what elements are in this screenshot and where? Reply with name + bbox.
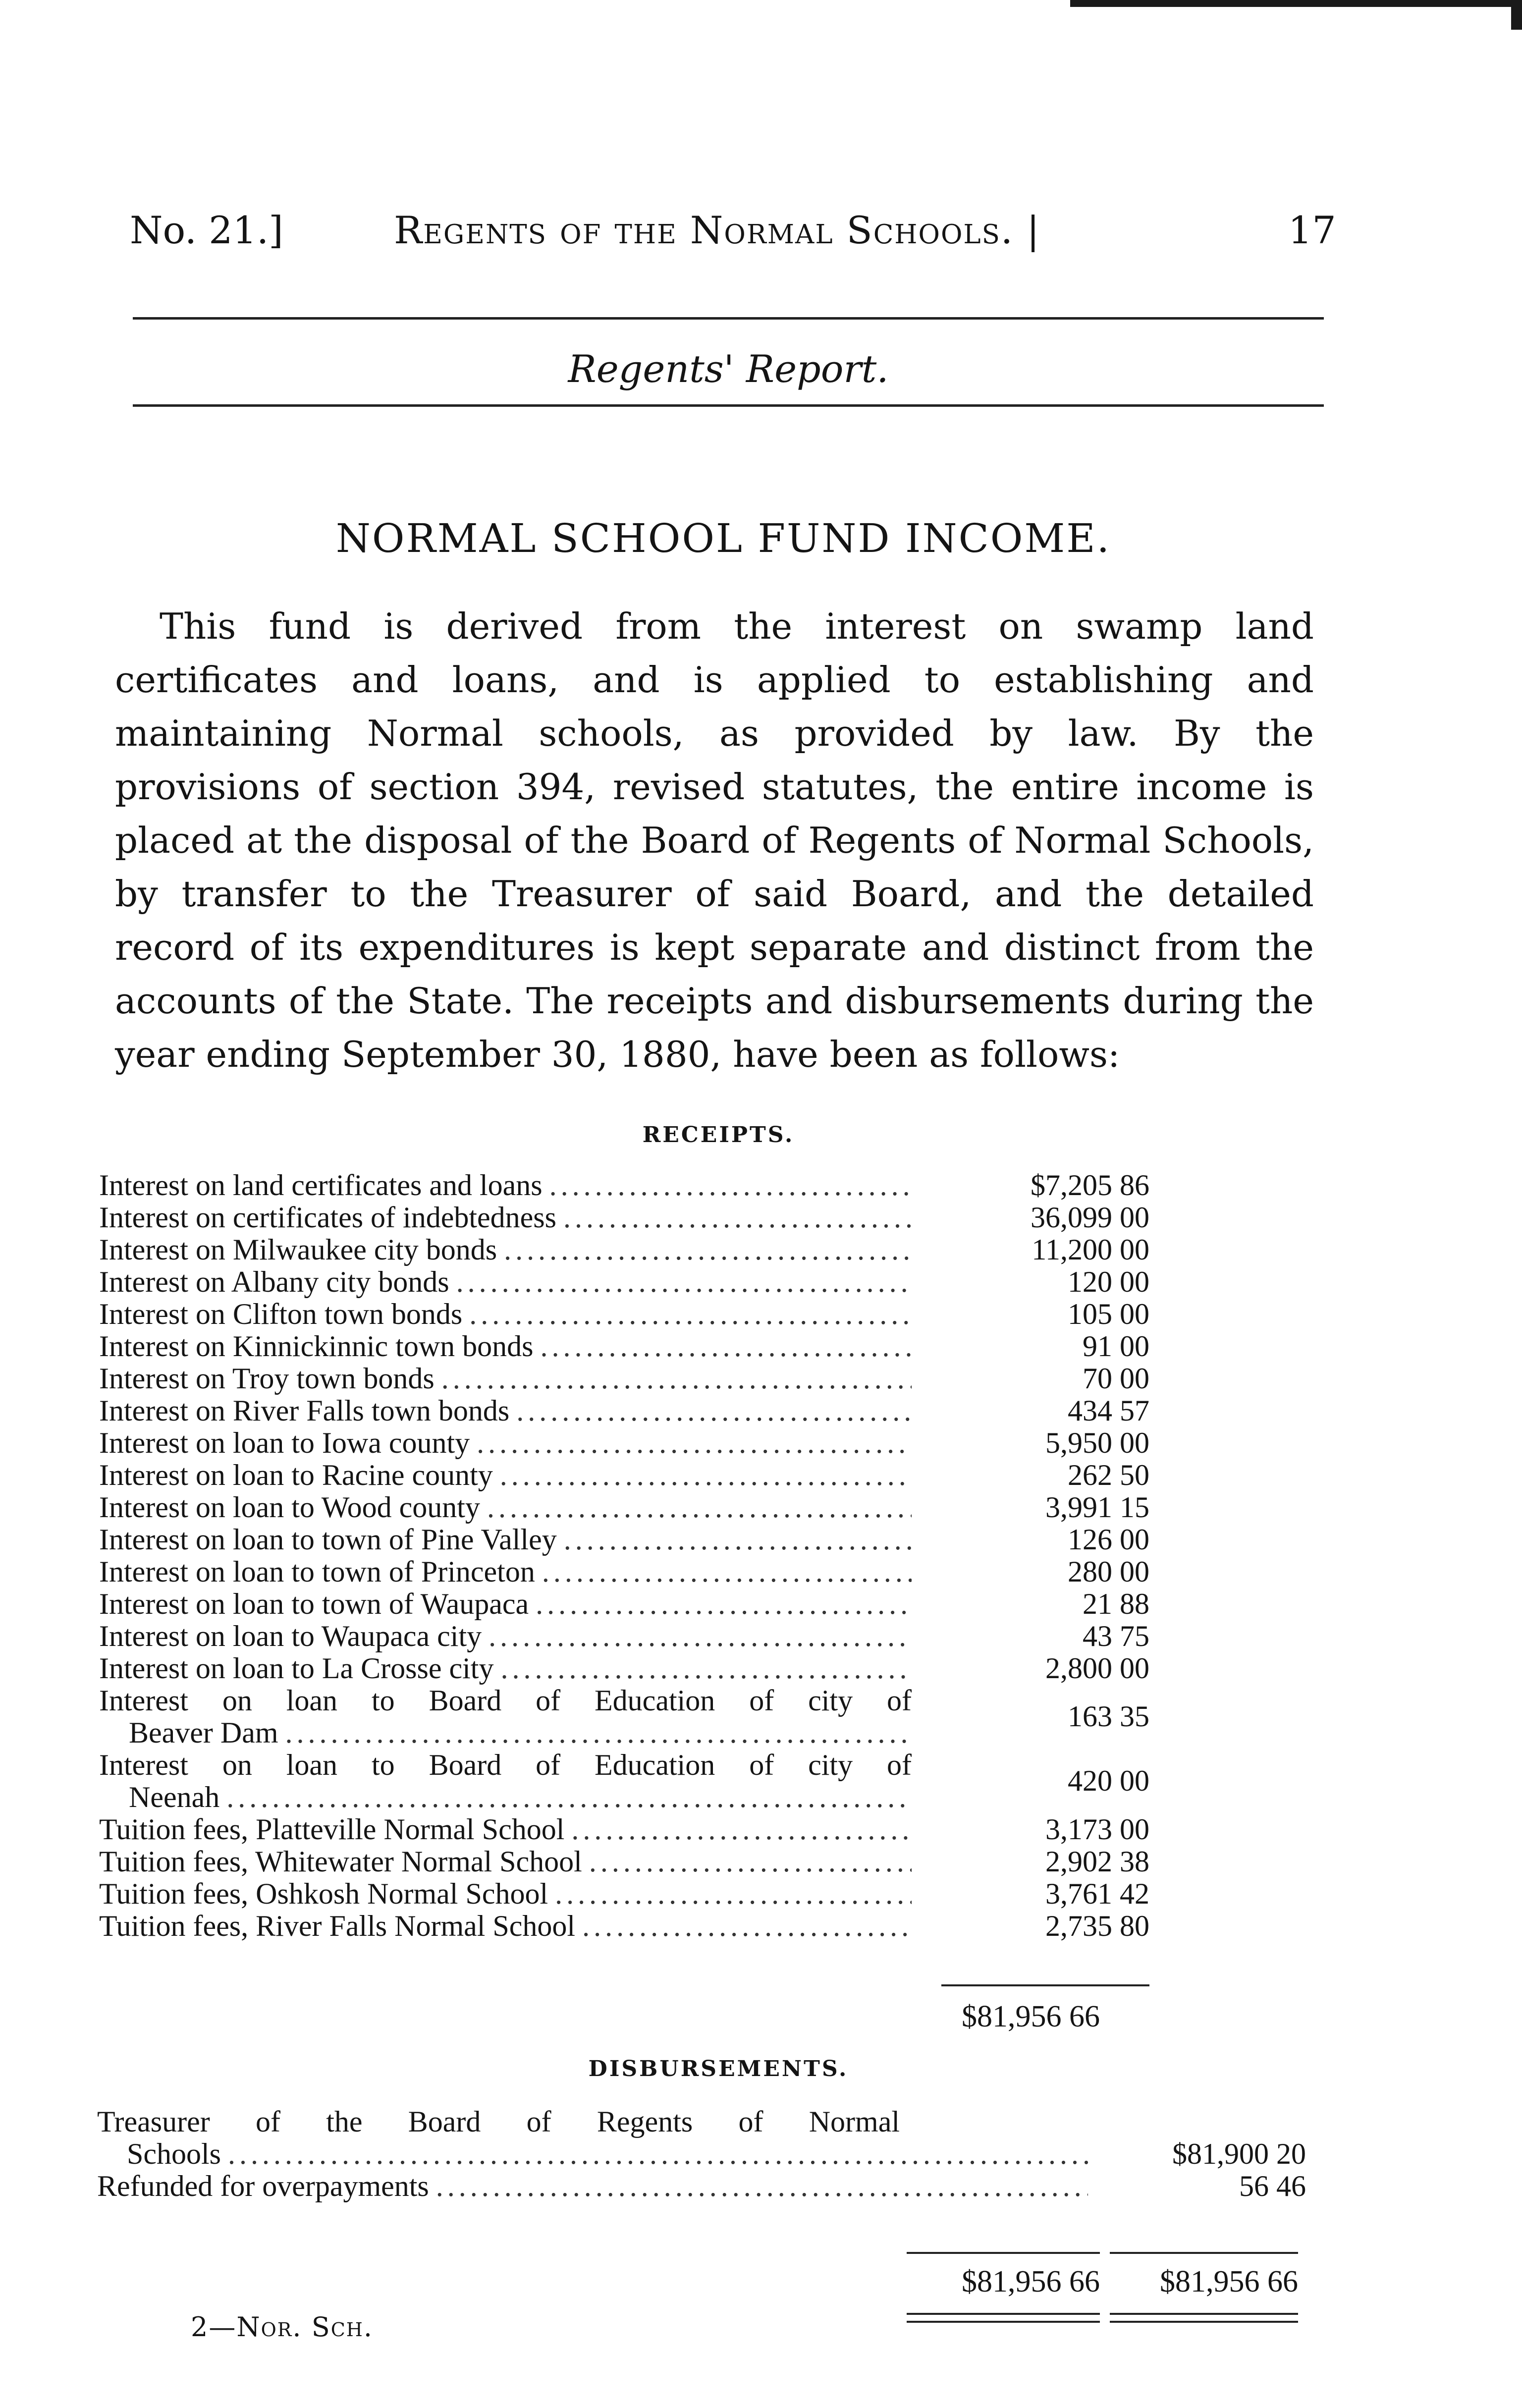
receipt-row <box>99 1427 1149 1459</box>
receipt-amount: 105 00 <box>1068 1298 1149 1330</box>
receipt-row <box>99 1491 1149 1524</box>
receipt-label: Interest on loan to Racine county ..... <box>99 1459 912 1491</box>
double-rule-left-a <box>907 2313 1100 2315</box>
receipt-amount: 163 35 <box>1068 1700 1149 1733</box>
disbursement-row-treasurer <box>97 2106 1306 2170</box>
receipt-row <box>99 1588 1149 1620</box>
receipt-row <box>99 1363 1149 1395</box>
receipt-label: Tuition fees, Oshkosh Normal School ..... <box>99 1878 912 1910</box>
receipt-row <box>99 1556 1149 1588</box>
receipt-label: Interest on certificates of indebtedness ..... <box>99 1202 912 1234</box>
receipt-label: Tuition fees, River Falls Normal School ..... <box>99 1910 912 1942</box>
receipt-amount: 262 50 <box>1068 1459 1149 1491</box>
receipt-row <box>99 1234 1149 1266</box>
receipt-amount: $7,205 86 <box>1031 1169 1149 1202</box>
receipt-label: Interest on Clifton town bonds ..... <box>99 1298 912 1330</box>
header-rule-bottom <box>133 404 1324 407</box>
grand-total-rule-right <box>1110 2252 1298 2254</box>
receipts-total: $81,956 66 <box>962 2000 1100 2033</box>
disbursement-label-line1: Treasurer of the Board of Regents of Normal <box>97 2105 900 2138</box>
receipt-amount: 3,761 42 <box>1045 1877 1149 1910</box>
receipt-amount: 11,200 00 <box>1032 1233 1149 1266</box>
receipt-label-line2: Beaver Dam ..... <box>129 1717 912 1749</box>
double-rule-right-a <box>1110 2313 1298 2315</box>
receipt-amount: 3,991 15 <box>1045 1491 1149 1524</box>
receipt-label: Interest on loan to Waupaca city ..... <box>99 1620 912 1652</box>
receipt-amount: 36,099 00 <box>1031 1201 1149 1234</box>
page-number: 17 <box>1288 208 1336 252</box>
double-rule-left-b <box>907 2321 1100 2323</box>
scan-edge-corner <box>1511 0 1522 30</box>
receipt-label: Interest on Kinnickinnic town bonds ..... <box>99 1330 912 1363</box>
receipt-label: Tuition fees, Platteville Normal School ..... <box>99 1813 912 1846</box>
running-head: Regents' Report. <box>568 347 889 391</box>
section-title: NORMAL SCHOOL FUND INCOME. <box>335 515 1111 561</box>
receipt-row-two-line <box>99 1749 1149 1813</box>
disbursement-row-refund <box>97 2170 1306 2202</box>
receipt-amount: 5,950 00 <box>1045 1426 1149 1459</box>
receipt-label: Interest on land certificates and loans ..... <box>99 1169 912 1202</box>
receipt-amount: 70 00 <box>1083 1362 1149 1395</box>
receipt-row <box>99 1298 1149 1330</box>
receipt-label: Interest on Troy town bonds ..... <box>99 1363 912 1395</box>
receipt-row <box>99 1620 1149 1652</box>
receipt-label: Interest on loan to town of Waupaca ..... <box>99 1588 912 1620</box>
receipt-label: Tuition fees, Whitewater Normal School ..... <box>99 1846 912 1878</box>
receipt-label-line1: Interest on loan to Board of Education of city of <box>99 1684 912 1717</box>
receipt-row <box>99 1395 1149 1427</box>
receipt-row-tuition <box>99 1846 1149 1878</box>
receipt-amount: 2,800 00 <box>1045 1652 1149 1685</box>
receipt-row-two-line <box>99 1685 1149 1749</box>
disbursement-label: Refunded for overpayments ..... <box>97 2170 1088 2202</box>
receipt-label: Interest on loan to Iowa county ..... <box>99 1427 912 1459</box>
disbursements-table <box>97 2106 1306 2202</box>
receipt-label: Interest on Albany city bonds ..... <box>99 1266 912 1298</box>
grand-total-rule-left <box>907 2252 1100 2254</box>
receipt-amount: 280 00 <box>1068 1555 1149 1588</box>
receipt-amount: 3,173 00 <box>1045 1813 1149 1846</box>
receipt-amount: 126 00 <box>1068 1523 1149 1556</box>
grand-total-right: $81,956 66 <box>1160 2265 1298 2299</box>
scan-edge <box>1070 0 1522 7</box>
double-rule-right-b <box>1110 2321 1298 2323</box>
signature-mark: 2—Nor. Sch. <box>191 2311 374 2343</box>
receipt-label: Interest on loan to town of Princeton ..... <box>99 1556 912 1588</box>
receipt-amount: 434 57 <box>1068 1394 1149 1427</box>
disbursement-label-line2: Schools ..... <box>127 2138 1088 2170</box>
receipts-table <box>99 1169 1149 1942</box>
receipt-row <box>99 1652 1149 1685</box>
disbursement-amount: $81,900 20 <box>1172 2137 1306 2170</box>
receipt-label-line2: Neenah ..... <box>129 1781 912 1813</box>
receipt-label: Interest on River Falls town bonds ..... <box>99 1395 912 1427</box>
disbursement-amount: 56 46 <box>1239 2170 1306 2202</box>
receipt-row <box>99 1202 1149 1234</box>
receipt-label: Interest on loan to Wood county ..... <box>99 1491 912 1524</box>
receipt-row <box>99 1459 1149 1491</box>
receipt-row <box>99 1266 1149 1298</box>
receipts-total-rule <box>941 1984 1149 1986</box>
page-header-title: Regents of the Normal Schools. | <box>394 208 1040 252</box>
receipt-label: Interest on loan to town of Pine Valley ..... <box>99 1524 912 1556</box>
receipt-amount: 21 88 <box>1083 1587 1149 1620</box>
receipts-heading: RECEIPTS. <box>642 1122 795 1148</box>
receipt-amount: 120 00 <box>1068 1265 1149 1298</box>
receipt-label: Interest on loan to La Crosse city ..... <box>99 1652 912 1685</box>
receipt-row <box>99 1524 1149 1556</box>
receipt-amount: 91 00 <box>1083 1330 1149 1363</box>
receipt-amount: 43 75 <box>1083 1620 1149 1652</box>
receipt-amount: 420 00 <box>1068 1764 1149 1797</box>
receipt-row-tuition <box>99 1910 1149 1942</box>
receipt-row-tuition <box>99 1878 1149 1910</box>
grand-total-left: $81,956 66 <box>962 2265 1100 2299</box>
document-number: No. 21.] <box>130 208 283 252</box>
receipt-amount: 2,902 38 <box>1045 1845 1149 1878</box>
receipt-amount: 2,735 80 <box>1045 1910 1149 1942</box>
header-rule-top <box>133 317 1324 320</box>
receipt-row-tuition <box>99 1813 1149 1846</box>
receipt-row <box>99 1169 1149 1202</box>
intro-paragraph: This fund is derived from the interest on swamp land certificates and loans, and is applied to establishing and maintaining Normal schools, as provided by law. By the provisions of section 394, revised statutes, the entire income is placed at the disposal of the Board of Regents of Normal Schools, by transfer to the Treasurer of said Board, and the detailed record of its expenditures is kept separate and distinct from the accounts of the State. The receipts and disbursements during the year ending September 30, 1880, have been as follows: <box>115 605 1314 1075</box>
receipt-row <box>99 1330 1149 1363</box>
disbursements-heading: DISBURSEMENTS. <box>588 2056 849 2081</box>
receipt-label: Interest on Milwaukee city bonds ..... <box>99 1234 912 1266</box>
receipt-label-line1: Interest on loan to Board of Education of city of <box>99 1749 912 1781</box>
